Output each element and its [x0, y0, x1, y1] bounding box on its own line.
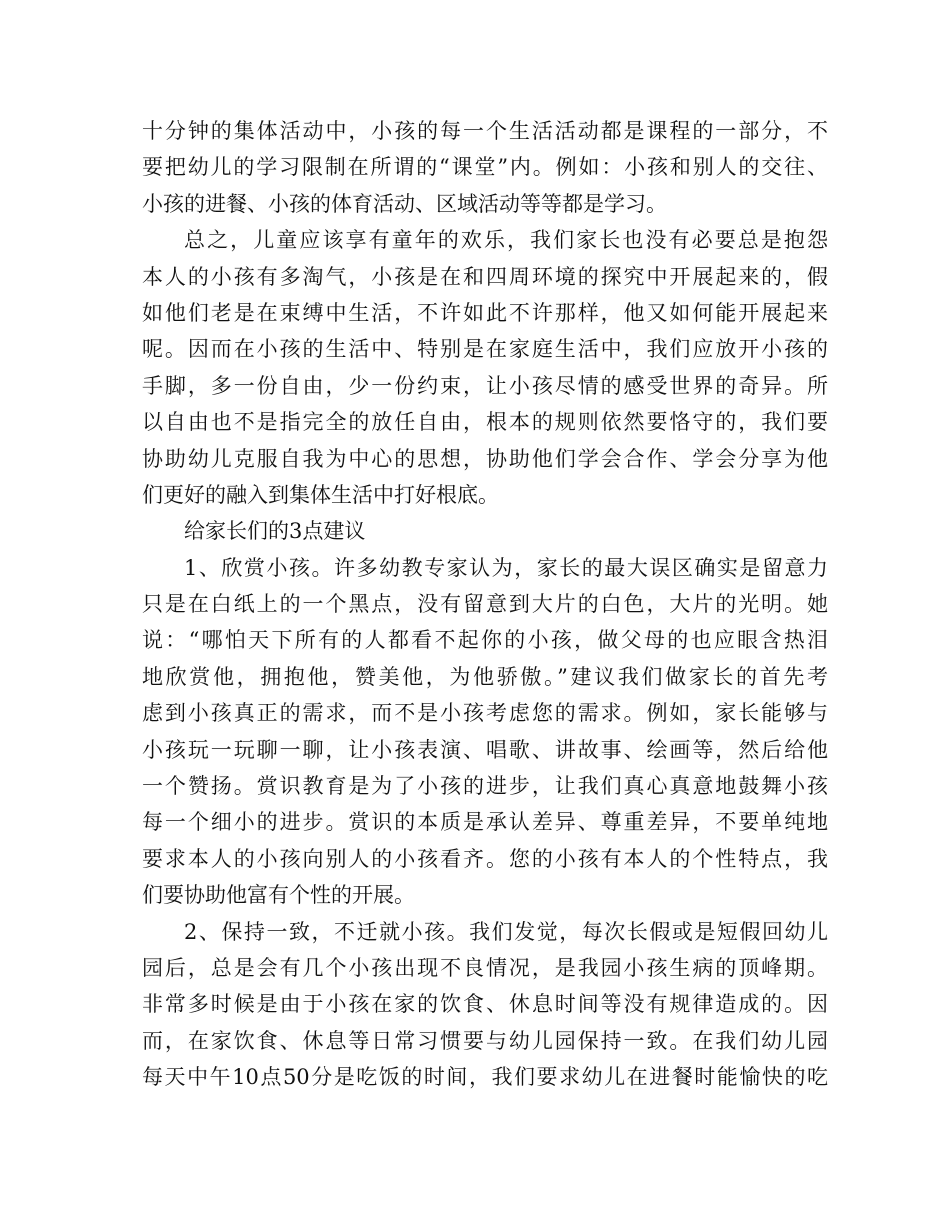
text-line: 每一个细小的进步。赏识的本质是承认差异、尊重差异，不要单纯地 — [142, 810, 828, 835]
section-heading: 给家长们的3点建议 — [184, 519, 366, 544]
text-line: 们要协助他富有个性的开展。 — [142, 883, 415, 908]
document-body — [142, 113, 828, 1096]
text-line: 一个赞扬。赏识教育是为了小孩的进步，让我们真心真意地鼓舞小孩 — [142, 774, 828, 799]
text-line: 每天中午10点50分是吃饭的时间，我们要求幼儿在进餐时能愉快的吃 — [142, 1065, 828, 1090]
text-line: 们更好的融入到集体生活中打好根底。 — [142, 482, 499, 507]
text-line: 十分钟的集体活动中，小孩的每一个生活活动都是课程的一部分，不 — [142, 119, 828, 143]
text-line: 手脚，多一份自由，少一份约束，让小孩尽情的感受世界的奇异。所 — [142, 373, 828, 398]
text-line: 小孩玩一玩聊一聊，让小孩表演、唱歌、讲故事、绘画等，然后给他 — [142, 737, 828, 762]
text-line: 虑到小孩真正的需求，而不是小孩考虑您的需求。例如，家长能够与 — [142, 701, 828, 726]
text-line: 要求本人的小孩向别人的小孩看齐。您的小孩有本人的个性特点，我 — [142, 846, 828, 871]
text-line: 如他们老是在束缚中生活，不许如此不许那样，他又如何能开展起来 — [142, 300, 828, 325]
text-line: 协助幼儿克服自我为中心的思想，协助他们学会合作、学会分享为他 — [142, 446, 828, 471]
text-line: 园后，总是会有几个小孩出现不良情况，是我园小孩生病的顶峰期。 — [142, 955, 828, 980]
paragraph-first-line: 总之，儿童应该享有童年的欢乐，我们家长也没有必要总是抱怨 — [184, 228, 828, 253]
text-line: 说：“哪怕天下所有的人都看不起你的小孩，做父母的也应眼含热泪 — [142, 628, 828, 653]
text-line: 呢。因而在小孩的生活中、特别是在家庭生活中，我们应放开小孩的 — [142, 337, 828, 362]
text-line: 本人的小孩有多淘气，小孩是在和四周环境的探究中开展起来的，假 — [142, 264, 828, 289]
text-line: 只是在白纸上的一个黑点，没有留意到大片的白色，大片的光明。她 — [142, 592, 828, 617]
text-line: 地欣赏他，拥抱他，赞美他，为他骄傲。”建议我们做家长的首先考 — [142, 664, 828, 689]
text-line: 而，在家饮食、休息等日常习惯要与幼儿园保持一致。在我们幼儿园 — [142, 1028, 828, 1053]
paragraph-first-line: 2、保持一致，不迁就小孩。我们发觉，每次长假或是短假回幼儿 — [184, 919, 828, 944]
text-line: 非常多时候是由于小孩在家的饮食、休息时间等没有规律造成的。因 — [142, 992, 828, 1017]
text-line: 以自由也不是指完全的放任自由，根本的规则依然要恪守的，我们要 — [142, 410, 828, 435]
text-line: 要把幼儿的学习限制在所谓的“课堂”内。例如：小孩和别人的交往、 — [142, 155, 828, 180]
text-line: 小孩的进餐、小孩的体育活动、区域活动等等都是学习。 — [142, 191, 667, 216]
paragraph-first-line: 1、欣赏小孩。许多幼教专家认为，家长的最大误区确实是留意力 — [184, 555, 828, 580]
